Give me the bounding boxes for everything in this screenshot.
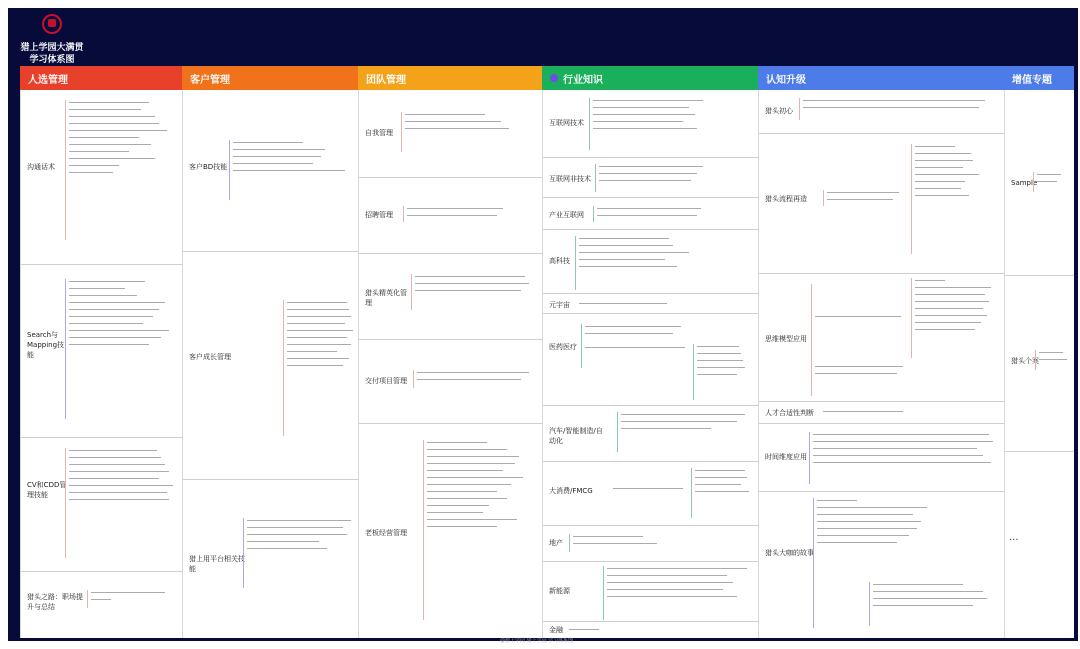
section-label: 猎头流程再造 — [765, 195, 807, 203]
section-label: 汽车/智能制造/自动化 — [549, 427, 603, 445]
header-label: 客户管理 — [190, 74, 230, 86]
section-medical — [543, 314, 758, 406]
section-label: 猎头个案 — [1011, 357, 1039, 365]
header-label: 认知升级 — [766, 74, 806, 86]
header-people-management — [20, 66, 182, 90]
section-real-estate — [543, 526, 758, 562]
section-label: 客户BD技能 — [189, 163, 228, 171]
section-label: 医药医疗 — [549, 343, 577, 351]
header-label: 人选管理 — [28, 74, 68, 86]
column-industry-knowledge — [542, 90, 758, 638]
section-label: 沟通话术 — [27, 163, 55, 171]
section-label: 招聘管理 — [365, 211, 393, 219]
section-label: 猎头初心 — [765, 107, 793, 115]
section-sample — [1005, 90, 1074, 276]
header-value-added-topics — [1004, 66, 1074, 90]
section-label: 老板经营管理 — [365, 529, 407, 537]
section-internet-tech — [543, 90, 758, 158]
section-consumer-fmcg — [543, 462, 758, 526]
section-search-mapping — [21, 265, 182, 438]
section-label: 大消费/FMCG — [549, 487, 593, 495]
section-auto-manufacturing — [543, 406, 758, 462]
header-team-management — [358, 66, 542, 90]
title-block — [16, 14, 88, 66]
section-internet-nontech — [543, 158, 758, 198]
section-process-reengineering — [759, 134, 1004, 274]
section-platform-skills — [183, 480, 358, 638]
section-label: CV和CDD管理技能 — [27, 481, 67, 499]
title-line-1: 猎上学园大满贯 — [20, 43, 84, 53]
section-original-intent — [759, 90, 1004, 134]
section-case-study — [1005, 276, 1074, 452]
section-delivery-projects — [359, 340, 542, 424]
section-self-management — [359, 90, 542, 178]
section-label: 地产 — [549, 539, 563, 547]
section-communication — [21, 90, 182, 265]
section-label: 猎头大咖的故事 — [765, 549, 814, 557]
section-label: 元宇宙 — [549, 301, 570, 309]
section-label: 新能源 — [549, 587, 570, 595]
column-cognition-upgrade — [758, 90, 1004, 638]
section-label: 高科技 — [549, 257, 570, 265]
section-label: 互联网非技术 — [549, 175, 591, 183]
section-talent-fit — [759, 402, 1004, 424]
school-logo — [42, 14, 62, 34]
section-label: 猎头精英化管理 — [365, 289, 407, 307]
more-ellipsis: ... — [1009, 532, 1019, 543]
header-client-management — [182, 66, 358, 90]
header-dot-icon — [550, 74, 558, 82]
section-thinking-models — [759, 274, 1004, 402]
section-label: Search与Mapping技能 — [27, 331, 65, 359]
section-veteran-stories — [759, 492, 1004, 638]
section-elite-management — [359, 254, 542, 340]
footer-caption: @猎上学园 猎上学园 学习体系图 — [500, 638, 574, 644]
mindmap-board — [20, 66, 1074, 638]
header-label: 行业知识 — [563, 74, 603, 86]
column-team-management — [358, 90, 542, 638]
title-line-2: 学习体系图 — [29, 55, 75, 65]
column-value-added — [1004, 90, 1074, 638]
section-label: 时间维度应用 — [765, 453, 807, 461]
section-label: 自我管理 — [365, 129, 393, 137]
section-new-energy — [543, 562, 758, 622]
header-cognition-upgrade — [758, 66, 1004, 90]
section-label: 客户成长管理 — [189, 353, 231, 361]
column-client-management — [182, 90, 358, 638]
section-label: 金融 — [549, 626, 563, 634]
section-label: Sample — [1011, 179, 1038, 187]
section-cv-cdd — [21, 438, 182, 572]
section-time-dimension — [759, 424, 1004, 492]
section-recruiting — [359, 178, 542, 254]
section-label: 猎头之路：职场提升与总结 — [27, 593, 83, 611]
section-boss-operations — [359, 424, 542, 638]
section-industrial-internet — [543, 198, 758, 230]
section-more — [1005, 452, 1074, 638]
section-metaverse — [543, 294, 758, 314]
section-label: 猎上用平台相关技能 — [189, 555, 245, 573]
header-label: 增值专题 — [1012, 74, 1052, 86]
header-label: 团队管理 — [366, 74, 406, 86]
section-label: 人才合适性判断 — [765, 409, 814, 417]
section-client-growth — [183, 252, 358, 480]
section-client-bd — [183, 90, 358, 252]
section-label: 思维模型应用 — [765, 335, 807, 343]
section-career-growth — [21, 572, 182, 638]
section-label: 交付项目管理 — [365, 377, 407, 385]
column-people-management — [20, 90, 182, 638]
header-industry-knowledge — [542, 66, 758, 90]
section-finance — [543, 622, 758, 638]
section-high-tech — [543, 230, 758, 294]
section-label: 互联网技术 — [549, 119, 584, 127]
section-label: 产业互联网 — [549, 211, 584, 219]
